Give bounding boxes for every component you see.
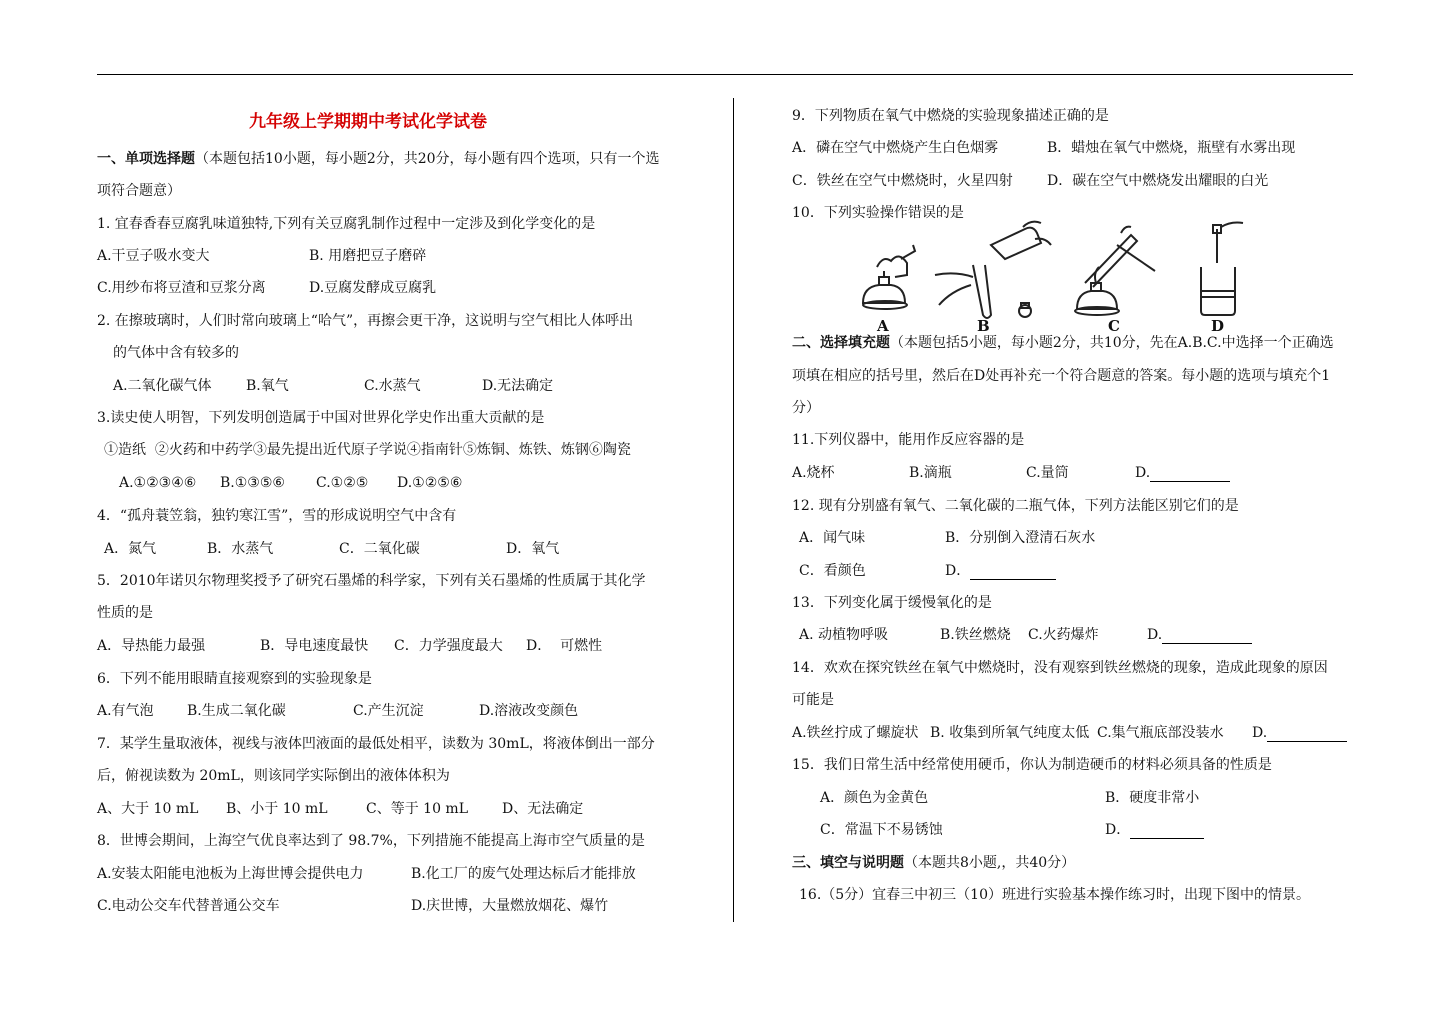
q11-stem: 11.下列仪器中，能用作反应容器的是 [792,432,1025,448]
q3-items: ①造纸 ②火药和中药学③最先提出近代原子学说④指南针⑤炼铜、炼铁、炼钢⑥陶瓷 [104,442,631,458]
q5-stem: 5．2010年诺贝尔物理奖授予了研究石墨烯的科学家，下列有关石墨烯的性质属于其化学 [97,573,646,589]
q5-option-c: C．力学强度最大 [394,638,503,654]
q9-stem: 9．下列物质在氧气中燃烧的实验现象描述正确的是 [792,108,1109,124]
section-2-desc-end: 分） [792,400,820,416]
q6-option-b: B.生成二氧化碳 [187,703,286,719]
section-1-desc: （本题包括10小题，每小题2分，共20分，每小题有四个选项，只有一个选 [195,151,660,167]
section-2-header [792,334,1334,352]
section-3-header [792,854,1075,872]
q7-option-a: A、大于 10 mL [97,801,199,817]
q2-option-a: A.二氧化碳气体 [113,378,212,394]
section-1-heading: 一、单项选择题 [97,151,195,167]
q1-option-c: C.用纱布将豆渣和豆浆分离 [97,280,266,296]
q3-option-b: B.①③⑤⑥ [220,475,285,491]
q1-stem: 1. 宜春香春豆腐乳味道独特,下列有关豆腐乳制作过程中一定涉及到化学变化的是 [97,216,596,232]
q8-option-c: C.电动公交车代替普通公交车 [97,898,280,914]
q3-option-c: C.①②⑤ [316,475,369,491]
q4-option-d: D．氧气 [506,541,560,557]
q4-option-b: B．水蒸气 [207,541,274,557]
q3-option-d: D.①②⑤⑥ [397,475,463,491]
q11-option-d-label: D. [1135,465,1151,481]
q8-option-b: B.化工厂的废气处理达标后才能排放 [411,866,636,882]
q14-stem: 14．欢欢在探究铁丝在氧气中燃烧时，没有观察到铁丝燃烧的现象，造成此现象的原因 [792,660,1328,676]
q7-stem: 7．某学生量取液体，视线与液体凹液面的最低处相平，读数为 30mL，将液体倒出一部分 [97,736,655,752]
column-divider [733,98,734,922]
q12-option-b: B．分别倒入澄清石灰水 [945,530,1096,546]
header-rule [97,74,1353,75]
q5-stem-cont: 性质的是 [97,605,153,621]
q16-stem: 16.（5分）宜春三中初三（10）班进行实验基本操作练习时，出现下图中的情景。 [799,887,1310,903]
q2-stem: 2. 在擦玻璃时，人们时常向玻璃上“哈气”，再擦会更干净，这说明与空气相比人体呼出 [97,313,634,329]
q9-option-b: B．蜡烛在氧气中燃烧，瓶壁有水雾出现 [1047,140,1296,156]
q5-option-a: A．导热能力最强 [97,638,206,654]
q15-option-d [1105,821,1204,839]
q13-option-b: B.铁丝燃烧 [940,627,1011,643]
q12-option-d [945,562,1056,580]
q4-option-c: C．二氧化碳 [339,541,420,557]
q1-option-a: A.干豆子吸水变大 [97,248,210,264]
q1-option-d: D.豆腐发酵成豆腐乳 [309,280,437,296]
figure-a-alcohol-lamp-lighting [863,245,915,309]
q8-option-a: A.安装太阳能电池板为上海世博会提供电力 [97,866,364,882]
q13-option-c: C.火药爆炸 [1028,627,1099,643]
q12-option-d-label: D． [945,563,971,579]
q14-answer-blank[interactable] [1267,727,1347,742]
section-2-heading: 二、选择填充题 [792,335,890,351]
q13-stem: 13．下列变化属于缓慢氧化的是 [792,595,992,611]
section-2-desc-cont: 项填在相应的括号里，然后在D处再补充一个符合题意的答案。每小题的选项与填充个1 [792,368,1331,384]
section-1-header [97,150,660,168]
q14-stem-cont: 可能是 [792,692,834,708]
q6-option-c: C.产生沉淀 [353,703,424,719]
figure-c-heating-test-tube [1075,227,1155,315]
section-2-desc: （本题包括5小题，每小题2分，共10分，先在A.B.C.中选择一个正确选 [890,335,1334,351]
q7-stem-cont: 后，俯视读数为 20mL，则该同学实际倒出的液体体积为 [97,768,450,784]
figure-label-b: B [977,317,990,335]
q7-option-d: D、无法确定 [502,801,584,817]
figure-d-dropper-into-beaker [1201,223,1243,316]
q11-option-d [1135,464,1230,482]
q4-stem: 4．“孤舟蓑笠翁，独钓寒江雪”，雪的形成说明空气中含有 [97,508,457,524]
q14-option-c: C.集气瓶底部没装水 [1097,725,1224,741]
q3-option-a: A.①②③④⑥ [119,475,197,491]
q11-option-a: A.烧杯 [792,465,835,481]
q9-option-a: A．磷在空气中燃烧产生白色烟雾 [792,140,999,156]
q14-option-a: A.铁丝拧成了螺旋状 [792,725,919,741]
q9-option-d: D．碳在空气中燃烧发出耀眼的白光 [1047,173,1269,189]
section-1-desc-cont: 项符合题意） [97,183,181,199]
q14-option-d-label: D. [1252,725,1268,741]
q10-experiment-figure [855,215,1275,335]
q6-option-a: A.有气泡 [97,703,154,719]
q15-answer-blank[interactable] [1130,824,1204,839]
q2-stem-cont: 的气体中含有较多的 [113,345,239,361]
q5-option-d: D． 可燃性 [526,638,603,654]
q7-option-b: B、小于 10 mL [226,801,328,817]
figure-label-c: C [1108,317,1120,335]
q10-stem: 10．下列实验操作错误的是 [792,205,964,221]
q15-option-a: A．颜色为金黄色 [820,790,929,806]
q14-option-b: B. 收集到所氧气纯度太低 [930,725,1090,741]
section-3-desc: （本题共8小题,，共40分） [904,855,1076,871]
q13-option-a: A. 动植物呼吸 [799,627,889,643]
figure-label-a: A [877,317,889,335]
q15-option-d-label: D． [1105,822,1131,838]
q14-option-d [1252,724,1347,742]
q6-stem: 6．下列不能用眼睛直接观察到的实验现象是 [97,671,372,687]
q15-option-b: B．硬度非常小 [1105,790,1200,806]
q11-option-b: B.滴瓶 [909,465,952,481]
q6-option-d: D.溶液改变颜色 [479,703,579,719]
q2-option-d: D.无法确定 [482,378,554,394]
q15-stem: 15．我们日常生活中经常使用硬币，你认为制造硬币的材料必须具备的性质是 [792,757,1272,773]
q12-option-c: C．看颜色 [799,563,866,579]
q11-answer-blank[interactable] [1150,467,1230,482]
q11-option-c: C.量筒 [1026,465,1069,481]
q7-option-c: C、等于 10 mL [366,801,468,817]
q4-option-a: A．氮气 [104,541,157,557]
q9-option-c: C．铁丝在空气中燃烧时，火星四射 [792,173,1013,189]
figure-label-d: D [1211,317,1225,335]
q5-option-b: B．导电速度最快 [260,638,369,654]
figure-b-pouring-liquid [935,222,1051,318]
section-3-heading: 三、填空与说明题 [792,855,904,871]
q1-option-b: B. 用磨把豆子磨碎 [309,248,427,264]
q13-answer-blank[interactable] [1162,629,1252,644]
q13-option-d [1147,626,1252,644]
q13-option-d-label: D. [1147,627,1163,643]
q15-option-c: C．常温下不易锈蚀 [820,822,943,838]
q3-stem: 3.读史使人明智，下列发明创造属于中国对世界化学史作出重大贡献的是 [97,410,545,426]
q2-option-b: B.氧气 [246,378,289,394]
q12-stem: 12. 现有分别盛有氧气、二氧化碳的二瓶气体，下列方法能区别它们的是 [792,498,1239,514]
q8-stem: 8．世博会期间，上海空气优良率达到了 98.7%，下列措施不能提高上海市空气质量的是 [97,833,645,849]
q2-option-c: C.水蒸气 [364,378,421,394]
page-title: 九年级上学期期中考试化学试卷 [249,112,487,132]
q12-option-a: A．闻气味 [799,530,866,546]
q12-answer-blank[interactable] [970,565,1056,580]
q8-option-d: D.庆世博，大量燃放烟花、爆竹 [411,898,609,914]
